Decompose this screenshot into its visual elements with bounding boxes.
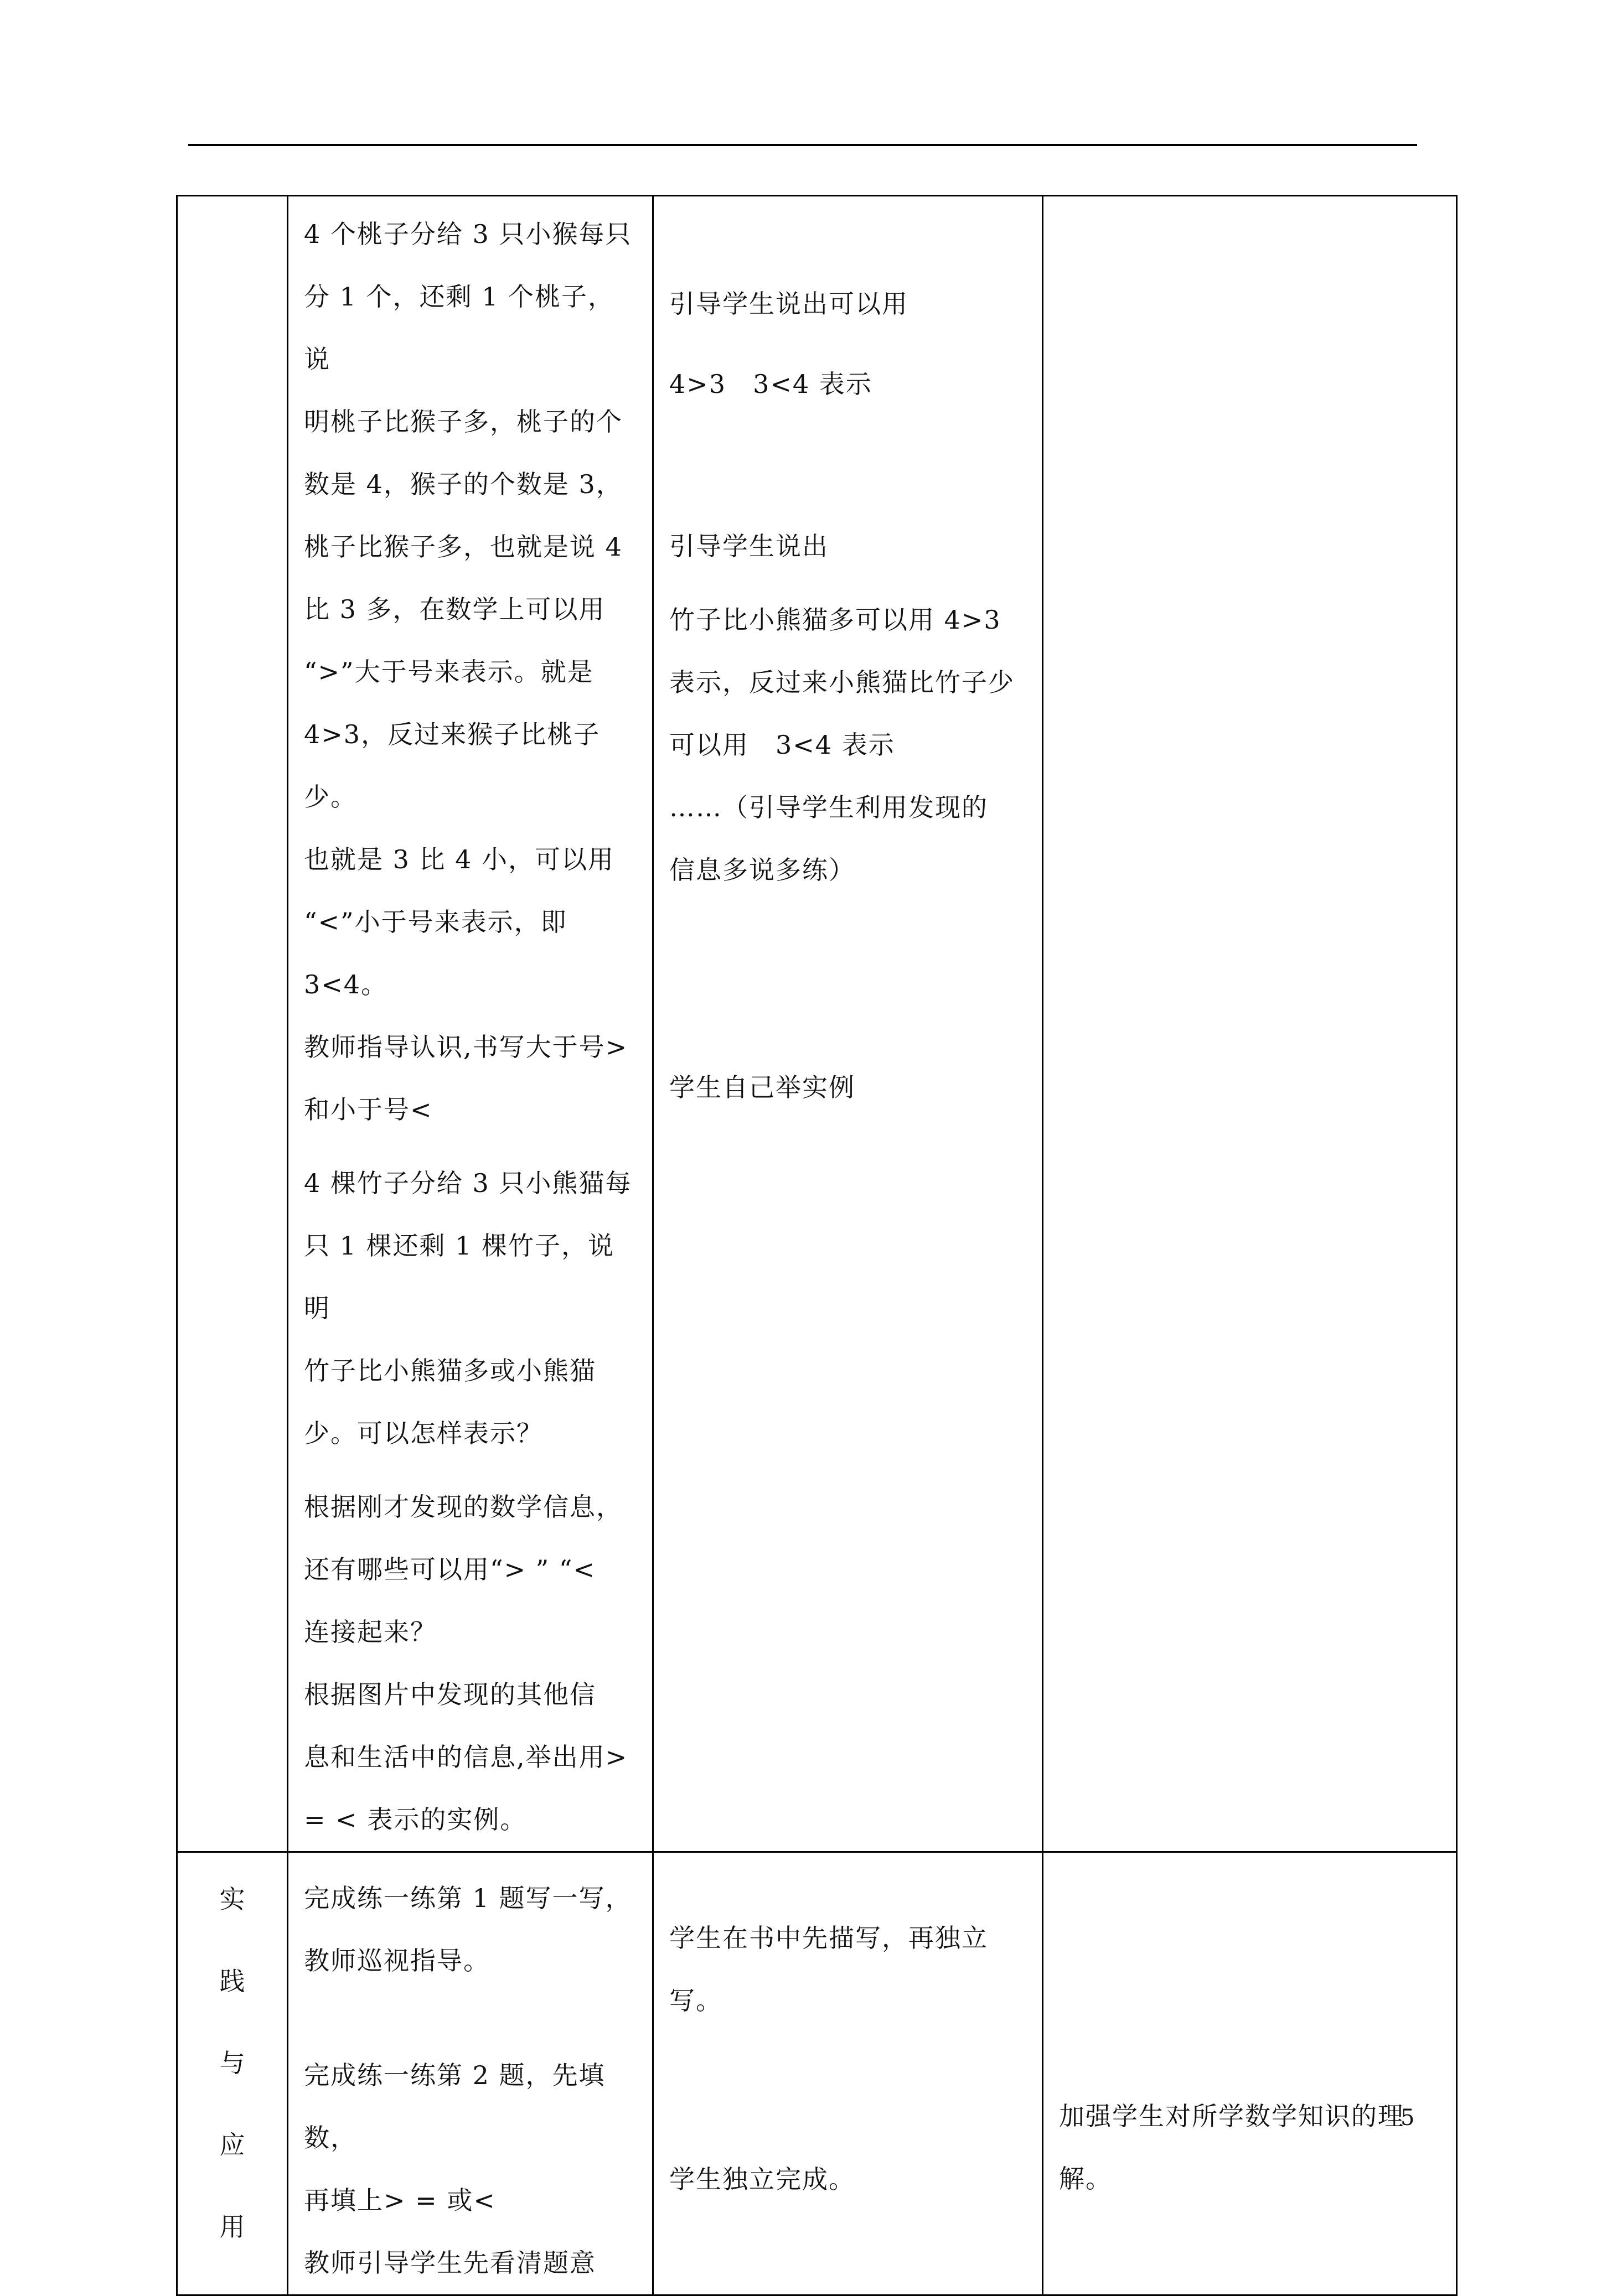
table-row [177,1852,1457,2295]
text-line: = < 表示的实例。 [304,1805,527,1834]
stage-char: 用 [219,2212,245,2242]
lesson-plan-table [176,195,1458,2296]
text-line: 和小于号< [304,1095,433,1124]
text-line: 学生独立完成。 [669,2164,855,2194]
text-line: 4>3 3<4 表示 [669,369,872,399]
text-line: 完成练一练第 2 题，先填数， [304,2060,606,2153]
student-activity-cell [653,196,1043,1852]
text-line: “<”小于号来表示，即 3<4。 [304,907,567,999]
text-line: 学生在书中先描写，再独立写。 [669,1923,988,2015]
header-rule [188,144,1417,146]
text-line: 信息多说多练） [669,855,855,885]
stage-char: 践 [219,1966,245,1996]
text-line: 根据刚才发现的数学信息， [304,1492,623,1522]
text-line: “>”大于号来表示。就是 [304,657,594,687]
text-line: 4>3，反过来猴子比桃子少。 [304,719,601,812]
stage-char: 实 [219,1884,245,1914]
text-line: 学生自己举实例 [669,1072,855,1102]
text-line: 明桃子比猴子多，桃子的个 [304,407,623,437]
text-line: 4 个桃子分给 3 只小猴每只 [304,219,632,249]
text-line: 分 1 个，还剩 1 个桃子，说 [304,282,615,374]
text-line: 只 1 棵还剩 1 棵竹子，说明 [304,1231,615,1323]
teacher-activity-cell [288,196,653,1852]
table-row [177,196,1457,1852]
text-line: 4 棵竹子分给 3 只小熊猫每 [304,1168,632,1198]
text-line: 连接起来？ [304,1617,437,1647]
text-line: 竹子比小熊猫多或小熊猫 [304,1356,596,1386]
text-line: 息和生活中的信息,举出用> [304,1742,628,1772]
design-intent-cell [1043,196,1457,1852]
text-line: 竹子比小熊猫多可以用 4>3 [669,605,1001,635]
text-line: 完成练一练第 1 题写一写， [304,1883,632,1913]
text-line: 可以用 3<4 表示 [669,730,895,760]
text-line: 比 3 多，在数学上可以用 [304,594,606,624]
text-line: 教师引导学生先看清题意 [304,2248,596,2278]
student-activity-cell [653,1852,1043,2295]
stage-cell [177,196,288,1852]
page-number: 5 [1401,2105,1415,2131]
text-line: 桃子比猴子多，也就是说 4 [304,532,623,562]
text-line: 教师指导认识,书写大于号> [304,1032,628,1062]
text-line: 还有哪些可以用“> ” “< [304,1554,596,1584]
stage-cell [177,1852,288,2295]
text-line: 表示，反过来小熊猫比竹子少 [669,667,1015,697]
text-line: 引导学生说出 [669,531,829,561]
stage-char: 与 [219,2048,245,2078]
teacher-activity-cell [288,1852,653,2295]
text-line: 也就是 3 比 4 小，可以用 [304,844,615,874]
text-line: 少。可以怎样表示？ [304,1418,543,1448]
text-line: 引导学生说出可以用 [669,289,908,319]
stage-char: 应 [219,2130,245,2160]
design-intent-cell [1043,1852,1457,2295]
text-line: 教师巡视指导。 [304,1946,490,1976]
text-line: 再填上> = 或< [304,2185,496,2215]
text-line: 解。 [1059,2164,1112,2194]
text-line: 根据图片中发现的其他信 [304,1680,596,1709]
text-line: 数是 4，猴子的个数是 3， [304,469,623,499]
text-line: 加强学生对所学数学知识的理 [1059,2101,1404,2131]
text-line: ……（引导学生利用发现的 [669,792,988,822]
